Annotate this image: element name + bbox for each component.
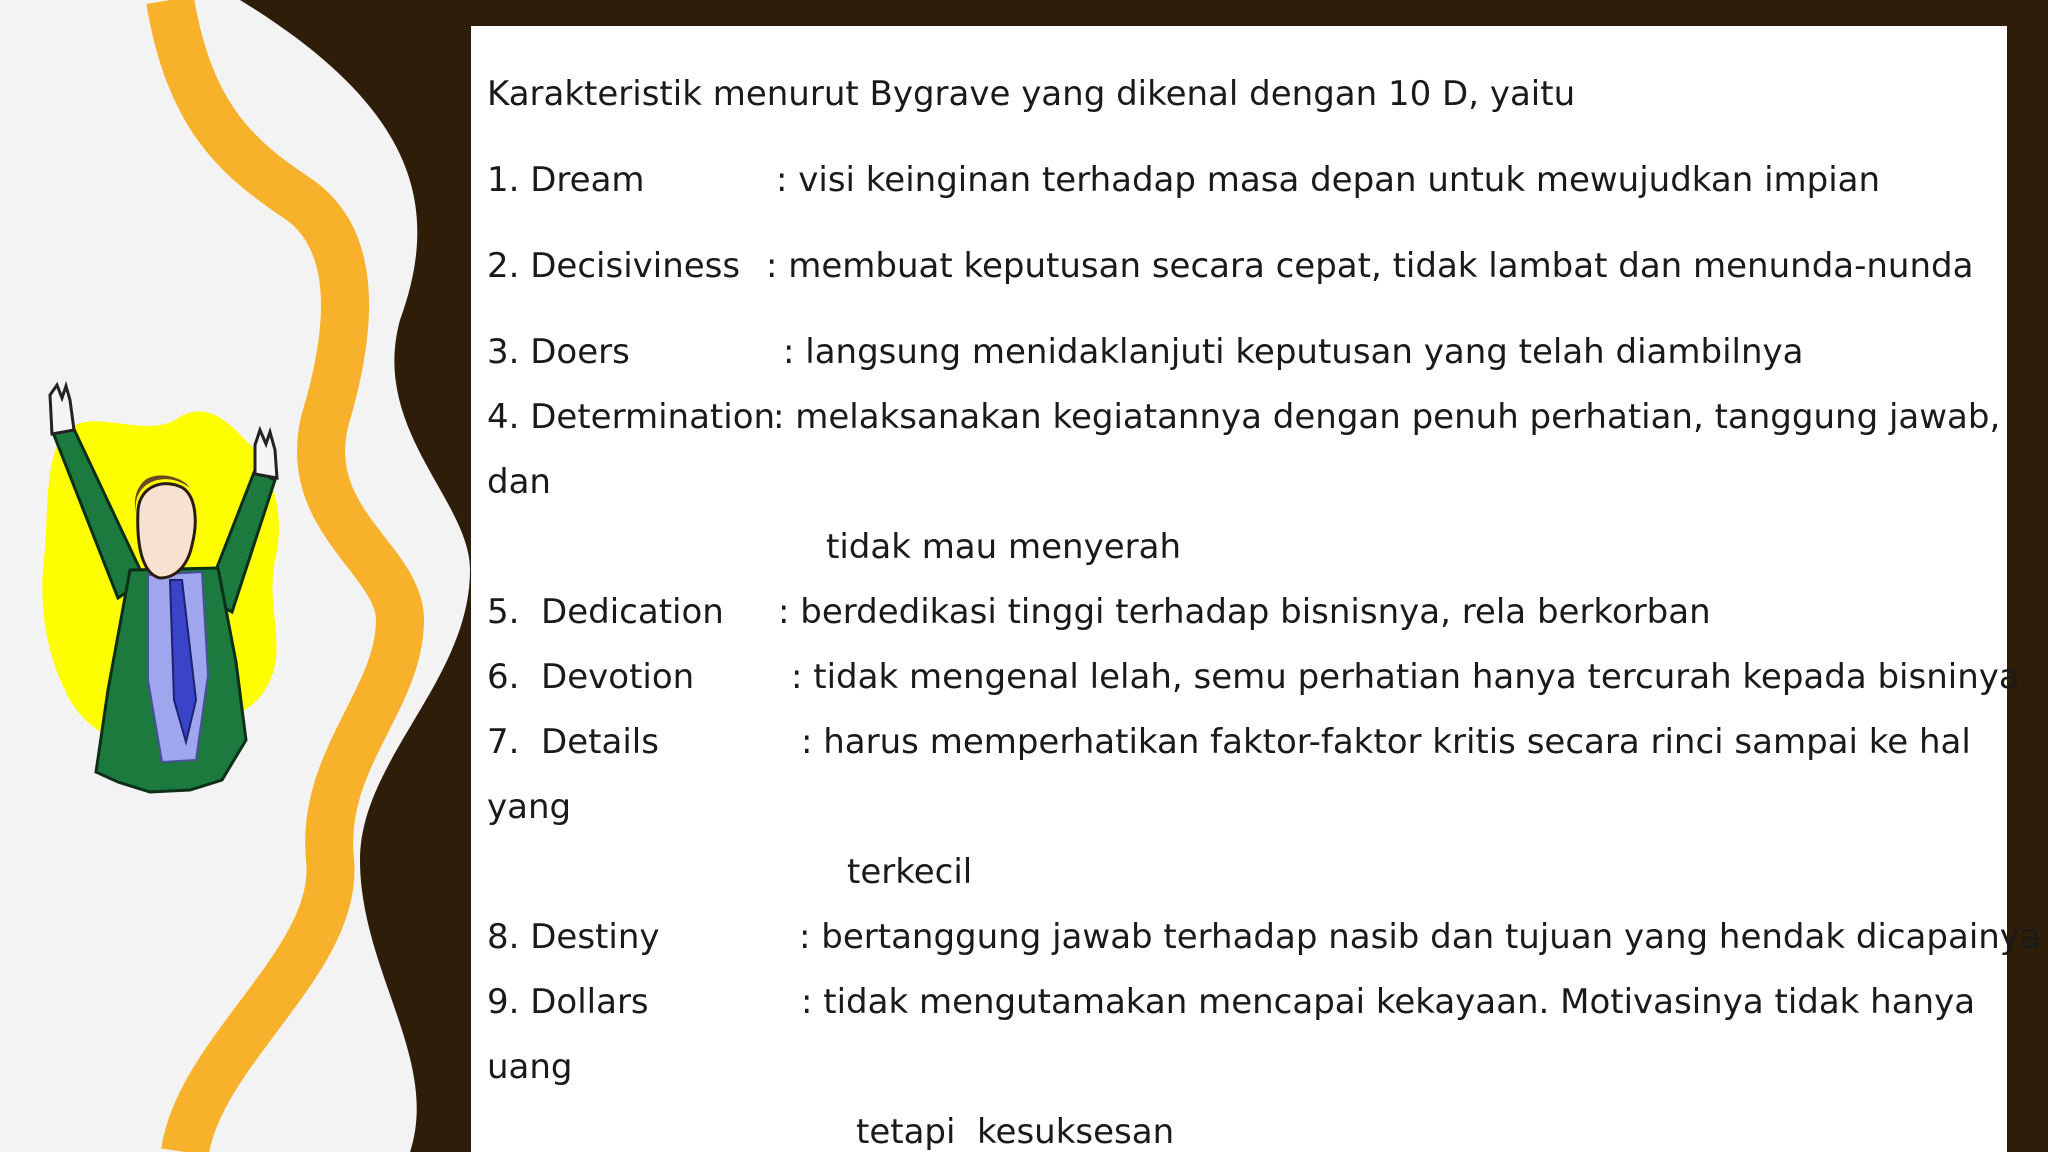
item-description: : harus memperhatikan faktor-faktor kritis secara rinci sampai ke hal (801, 722, 1971, 762)
item-description: : berdedikasi tinggi terhadap bisnisnya, rela berkorban (778, 592, 1711, 632)
item-continuation: tidak mau menyerah (826, 527, 1181, 567)
item-term: 8. Destiny (487, 917, 660, 957)
item-wrap-text: uang (487, 1047, 573, 1087)
slide-heading: Karakteristik menurut Bygrave yang dikenal dengan 10 D, yaitu (487, 74, 1576, 114)
item-wrap-text: yang (487, 787, 572, 827)
item-continuation: tetapi kesuksesan (856, 1112, 1175, 1152)
item-term: 1. Dream (487, 160, 645, 200)
item-description: : membuat keputusan secara cepat, tidak lambat dan menunda-nunda (766, 246, 1974, 286)
item-description: : langsung menidaklanjuti keputusan yang telah diambilnya (783, 332, 1804, 372)
item-wrap-text: dan (487, 462, 551, 502)
item-term: 7. Details (487, 722, 659, 762)
item-description: : bertanggung jawab terhadap nasib dan tujuan yang hendak dicapainya (799, 917, 2041, 957)
content-card (471, 26, 2041, 1152)
item-description: : visi keinginan terhadap masa depan untuk mewujudkan impian (776, 160, 1881, 200)
item-term: 6. Devotion (487, 657, 695, 697)
item-term: 4. Determination (487, 397, 776, 437)
item-term: 5. Dedication (487, 592, 724, 632)
item-description: : tidak mengutamakan mencapai kekayaan. Motivasinya tidak hanya (801, 982, 1976, 1022)
item-description: : tidak mengenal lelah, semu perhatian hanya tercurah kepada bisninya (791, 657, 2020, 697)
item-term: 3. Doers (487, 332, 630, 372)
item-description: : melaksanakan kegiatannya dengan penuh perhatian, tanggung jawab, (773, 397, 2001, 437)
item-term: 2. Decisiviness (487, 246, 741, 286)
item-term: 9. Dollars (487, 982, 649, 1022)
item-continuation: terkecil (847, 852, 973, 892)
